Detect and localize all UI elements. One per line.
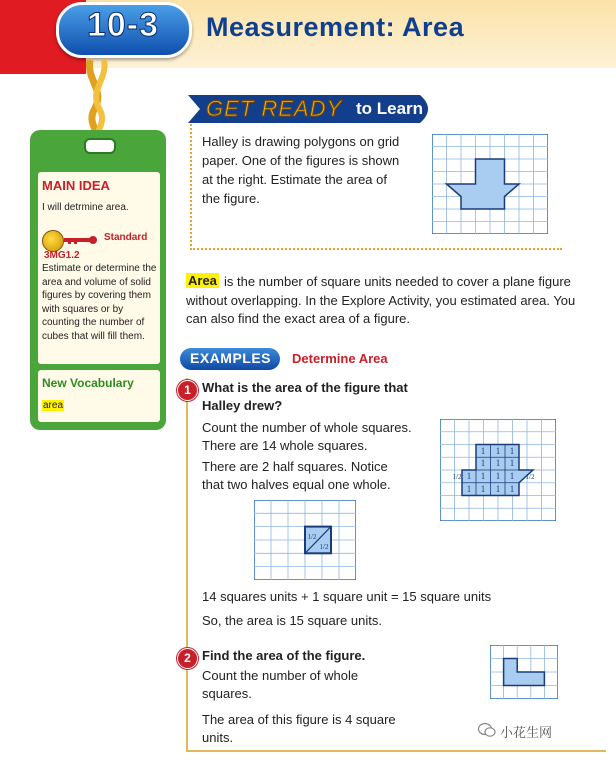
- watermark-text: 小花生网: [500, 725, 553, 740]
- standard-label: Standard: [104, 232, 148, 243]
- example-2-step-line2: squares.: [202, 686, 252, 701]
- vocabulary-heading: New Vocabulary: [42, 376, 134, 390]
- area-term: Area: [188, 273, 217, 288]
- whole-label: 1: [495, 471, 501, 481]
- example-2-answer-line2: units.: [202, 730, 234, 745]
- examples-rule-bottom: [186, 750, 606, 752]
- example-1-equation: 14 squares units + 1 square unit = 15 square units: [202, 589, 492, 604]
- whole-label: 1: [480, 458, 486, 468]
- example-1-question-line2: Halley drew?: [202, 398, 283, 413]
- example-2-question: Find the area of the figure.: [202, 648, 366, 663]
- examples-label: EXAMPLES: [190, 350, 272, 366]
- example-2-answer-line1: The area of this figure is 4 square: [202, 712, 396, 727]
- example-1-counted-figure: [440, 419, 556, 521]
- standard-text: Estimate or determine the area and volume of solid figures by covering them with squares or by counting the number of cubes that will fill them.: [42, 263, 157, 342]
- whole-label: 1: [466, 484, 472, 494]
- lesson-number: 10-3: [86, 6, 160, 44]
- get-ready-border-left: [190, 124, 192, 250]
- example-2-figure: [490, 645, 558, 699]
- half-label: 1/2: [525, 473, 535, 481]
- whole-label: 1: [480, 484, 486, 494]
- california-standard-icon: [42, 230, 64, 252]
- vocabulary-word: area: [43, 400, 64, 411]
- whole-label: 1: [509, 458, 515, 468]
- example-1-question-line1: What is the area of the figure that: [202, 380, 408, 395]
- examples-subtitle: Determine Area: [292, 351, 388, 366]
- example-1-halves-figure: [254, 500, 356, 580]
- whole-label: 1: [495, 484, 501, 494]
- whole-label: 1: [480, 446, 486, 456]
- whole-label: 1: [495, 458, 501, 468]
- get-ready-intro: Halley is drawing polygons on grid paper. One of the figures is shown at the right. Estimate the area of the figure.: [202, 134, 400, 206]
- get-ready-learn: to Learn: [356, 99, 424, 118]
- area-definition-text: is the number of square units needed to cover a plane figure without overlapping. In the Explore Activity, you estimated area. You can also find the exact area of a figure.: [186, 274, 576, 326]
- main-idea-text: I will detrmine area.: [42, 202, 129, 213]
- example-1-step1-line2: There are 14 whole squares.: [202, 438, 368, 453]
- main-idea-heading: MAIN IDEA: [42, 178, 110, 193]
- example-1-step1-line1: Count the number of whole squares.: [202, 420, 412, 435]
- whole-label: 1: [480, 471, 486, 481]
- example-2-step-line1: Count the number of whole: [202, 668, 359, 683]
- wechat-icon: [478, 722, 496, 738]
- examples-rule-left: [186, 378, 188, 752]
- whole-label: 1: [495, 446, 501, 456]
- whole-label: 1: [509, 484, 515, 494]
- lesson-title: Measurement: Area: [206, 12, 465, 42]
- example-2-number: 2: [177, 648, 198, 669]
- whole-label: 1: [509, 446, 515, 456]
- example-1-step2-line2: that two halves equal one whole.: [202, 477, 391, 492]
- standard-code: 3MG1.2: [44, 250, 80, 261]
- get-ready-script: GET READY: [206, 96, 343, 121]
- example-1-conclusion: So, the area is 15 square units.: [202, 613, 382, 628]
- intro-grid-figure: [432, 134, 548, 234]
- whole-label: 1: [509, 471, 515, 481]
- half-label: 1/2: [307, 533, 317, 541]
- example-1-number: 1: [177, 380, 198, 401]
- get-ready-border-bottom: [190, 248, 562, 250]
- example-1-step2-line1: There are 2 half squares. Notice: [202, 459, 388, 474]
- half-label: 1/2: [452, 473, 462, 481]
- key-icon: [64, 236, 98, 244]
- half-label: 1/2: [319, 543, 329, 551]
- tag-hole: [84, 138, 116, 154]
- whole-label: 1: [466, 471, 472, 481]
